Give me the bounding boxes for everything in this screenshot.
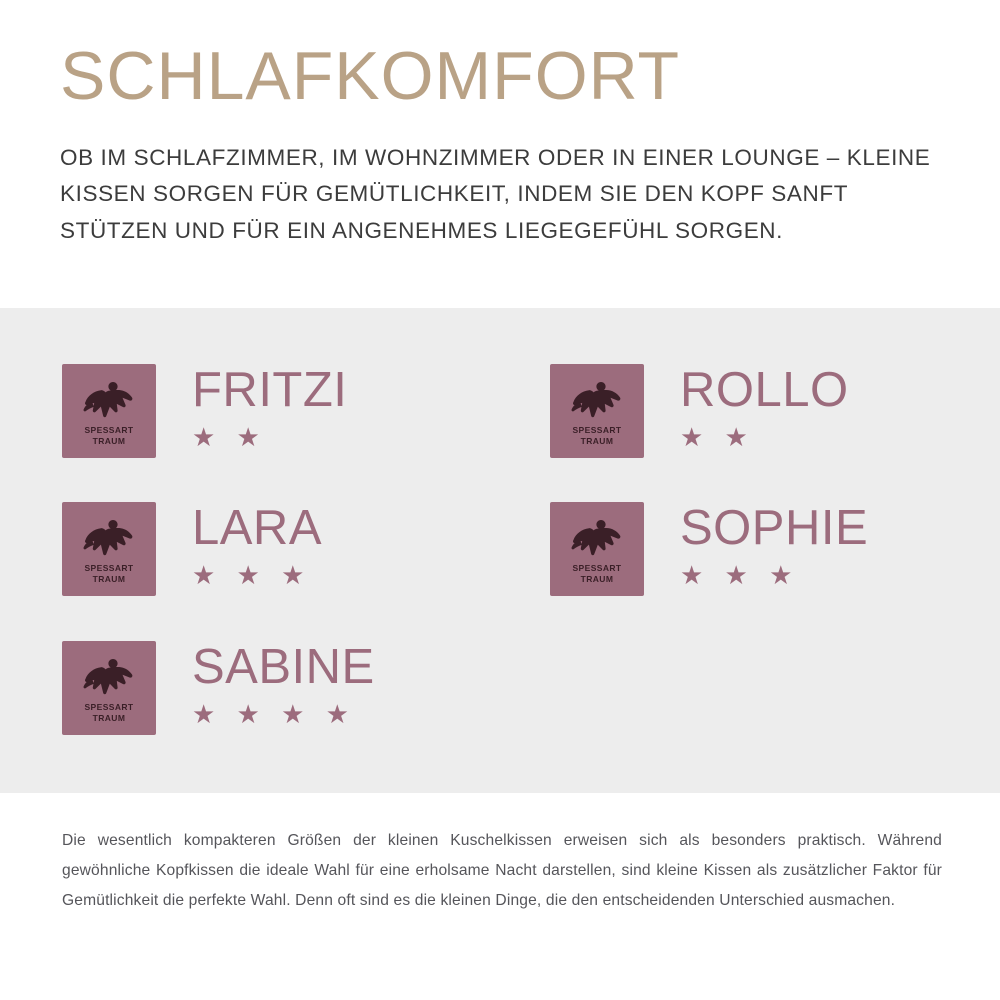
brand-line-2: TRAUM [92, 573, 126, 584]
brand-text [62, 702, 156, 723]
brand-logo-tile [62, 502, 156, 596]
product-rating-stars: ★ ★ [680, 422, 755, 452]
product-info [192, 364, 347, 450]
page-subtitle: OB IM SCHLAFZIMMER, IM WOHNZIMMER ODER IN EINER LOUNGE – KLEINE KISSEN SORGEN FÜR GEMÜTLICHKEIT, INDEM SIE DEN KOPF SANFT STÜTZEN UND FÜR EIN ANGENEHMES LIEGEGEFÜHL SORGEN. [60, 145, 931, 243]
product-rating-stars: ★ ★ ★ [192, 560, 312, 590]
brand-line-2: TRAUM [92, 712, 126, 723]
brand-text [550, 425, 644, 446]
product-name: SABINE [192, 640, 375, 694]
product-card[interactable] [550, 502, 868, 596]
brand-logo-tile [550, 502, 644, 596]
brand-line-1: SPESSART [572, 425, 622, 436]
product-card[interactable] [62, 502, 322, 596]
product-grid [0, 308, 1000, 793]
product-name: FRITZI [192, 363, 348, 417]
brand-line-1: SPESSART [572, 563, 622, 574]
product-info [680, 502, 868, 588]
product-info [680, 364, 849, 450]
angel-icon [82, 657, 136, 701]
brand-text [62, 563, 156, 584]
angel-icon [82, 380, 136, 424]
brand-line-2: TRAUM [580, 573, 614, 584]
product-name: LARA [192, 501, 323, 555]
brand-logo-tile [550, 364, 644, 458]
angel-icon [570, 518, 624, 562]
footer-description [62, 826, 942, 916]
brand-line-1: SPESSART [84, 425, 134, 436]
brand-line-2: TRAUM [580, 435, 614, 446]
product-card[interactable] [62, 641, 375, 735]
footer-paragraph: Die wesentlich kompakteren Größen der kleinen Kuschelkissen erweisen sich als besonders praktisch. Während gewöhnliche Kopfkissen die ideale Wahl für eine erholsame Nacht darstellen, sind kleine Kissen als zusätzlicher Faktor für Gemütlichkeit die perfekte Wahl. Denn oft sind es die kleinen Dinge, die den entscheidenden Unterschied ausmachen. [62, 832, 942, 909]
brand-line-1: SPESSART [84, 563, 134, 574]
brand-text [62, 425, 156, 446]
brand-text [550, 563, 644, 584]
page-header [0, 0, 1000, 249]
product-rating-stars: ★ ★ ★ [680, 560, 800, 590]
brand-line-2: TRAUM [92, 435, 126, 446]
product-panel [0, 308, 1000, 793]
product-info [192, 641, 375, 727]
brand-logo-tile [62, 641, 156, 735]
product-name: SOPHIE [680, 501, 869, 555]
product-card[interactable] [550, 364, 849, 458]
angel-icon [82, 518, 136, 562]
product-card[interactable] [62, 364, 347, 458]
product-rating-stars: ★ ★ ★ ★ [192, 699, 356, 729]
page-title: SCHLAFKOMFORT [60, 38, 681, 114]
angel-icon [570, 380, 624, 424]
brand-logo-tile [62, 364, 156, 458]
product-rating-stars: ★ ★ [192, 422, 267, 452]
product-name: ROLLO [680, 363, 849, 417]
brand-line-1: SPESSART [84, 702, 134, 713]
product-info [192, 502, 322, 588]
